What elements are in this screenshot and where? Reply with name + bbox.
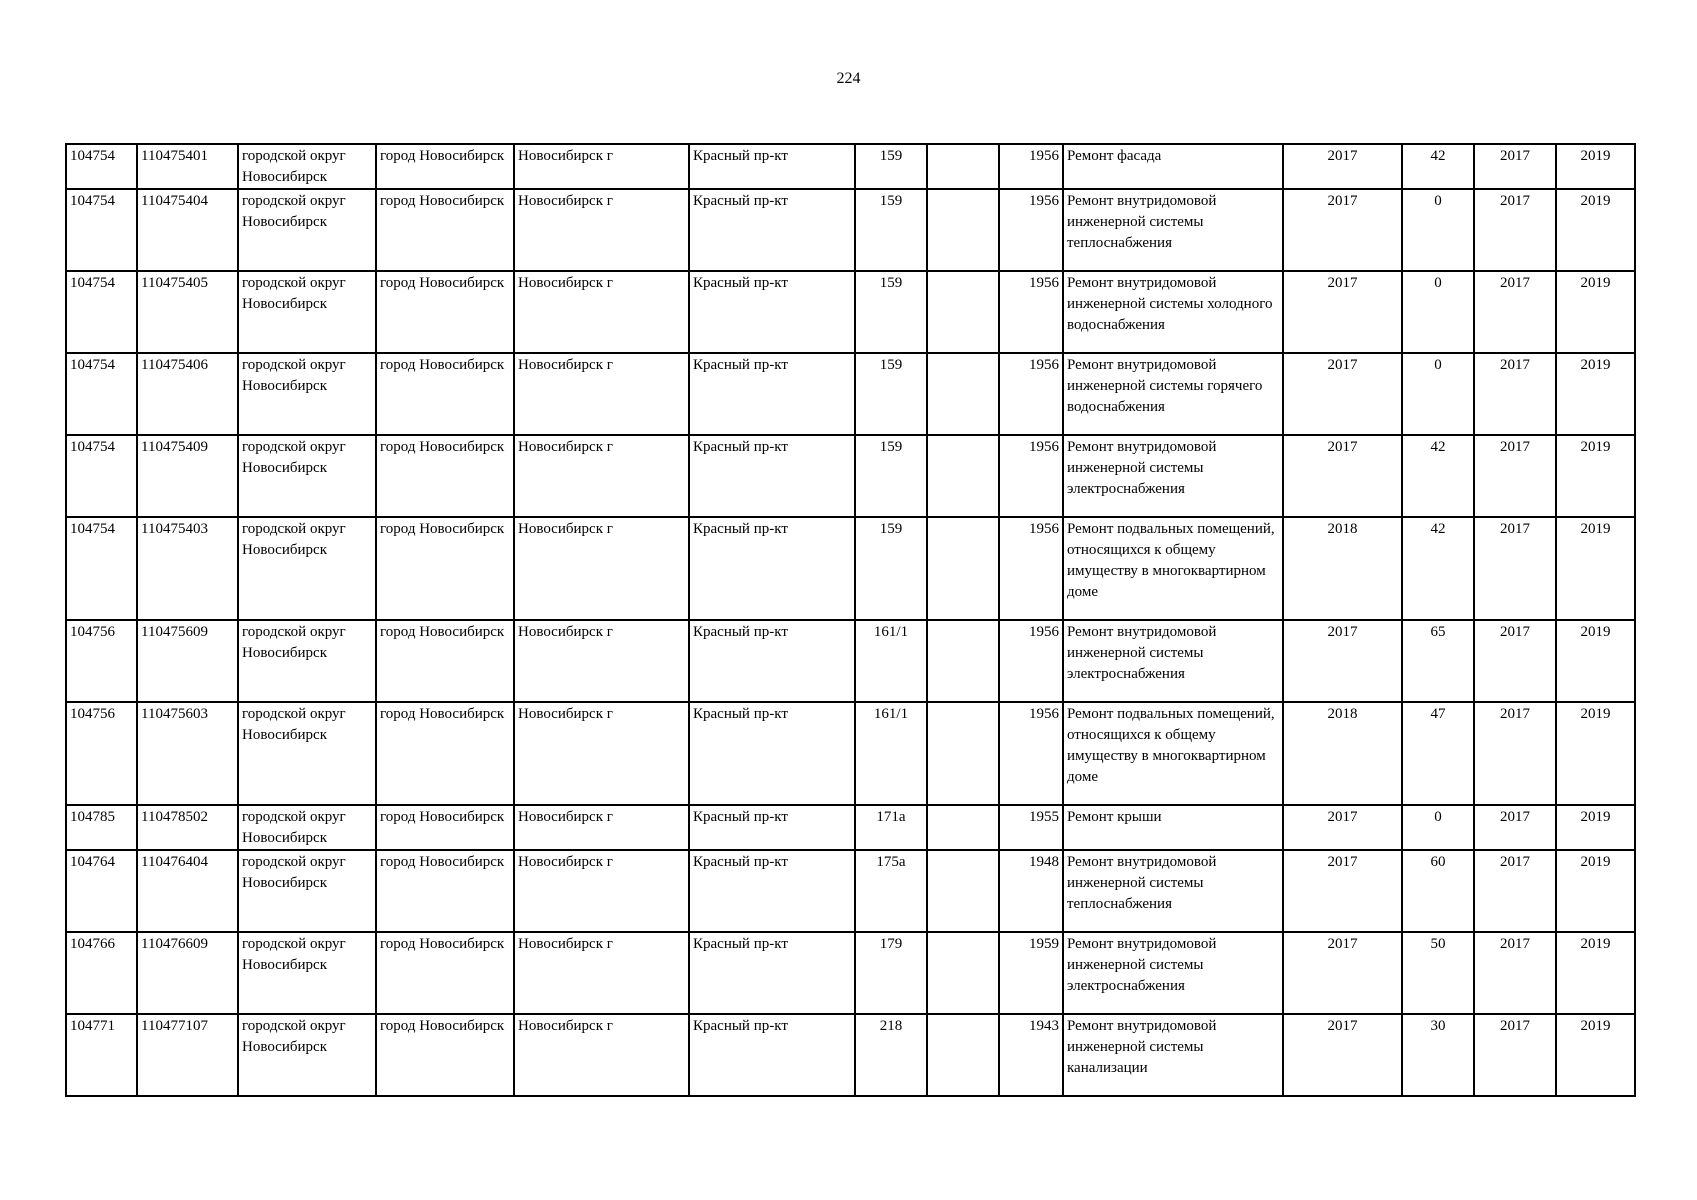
cell-work-type: Ремонт крыши — [1063, 805, 1283, 850]
cell-house-number: 159 — [855, 517, 927, 620]
cell-settlement: Новосибирск г — [514, 517, 689, 620]
cell-period-end: 2019 — [1556, 620, 1635, 702]
cell-wear-percent: 50 — [1402, 932, 1474, 1014]
cell-street: Красный пр-кт — [689, 435, 855, 517]
cell-settlement: Новосибирск г — [514, 850, 689, 932]
cell-settlement: Новосибирск г — [514, 702, 689, 805]
cell-settlement: Новосибирск г — [514, 353, 689, 435]
cell-house-id: 104771 — [66, 1014, 137, 1096]
cell-municipality: город Новосибирск — [376, 702, 514, 805]
cell-building — [927, 189, 999, 271]
cell-street: Красный пр-кт — [689, 271, 855, 353]
repair-registry-table — [65, 143, 1636, 1097]
cell-period-end: 2019 — [1556, 850, 1635, 932]
cell-house-id: 104754 — [66, 144, 137, 189]
cell-building — [927, 353, 999, 435]
table-row — [66, 1014, 1635, 1096]
cell-plan-year: 2018 — [1283, 517, 1402, 620]
cell-year-built: 1956 — [999, 144, 1063, 189]
cell-plan-year: 2017 — [1283, 850, 1402, 932]
cell-district: городской округ Новосибирск — [238, 1014, 376, 1096]
cell-period-end: 2019 — [1556, 805, 1635, 850]
cell-wear-percent: 0 — [1402, 271, 1474, 353]
cell-period-end: 2019 — [1556, 932, 1635, 1014]
table-row — [66, 932, 1635, 1014]
cell-year-built: 1956 — [999, 271, 1063, 353]
cell-district: городской округ Новосибирск — [238, 850, 376, 932]
cell-plan-year: 2017 — [1283, 1014, 1402, 1096]
cell-municipality: город Новосибирск — [376, 353, 514, 435]
cell-work-type: Ремонт подвальных помещений, относящихся к общему имуществу в многоквартирном доме — [1063, 517, 1283, 620]
cell-year-built: 1956 — [999, 189, 1063, 271]
cell-house-id: 104785 — [66, 805, 137, 850]
cell-district: городской округ Новосибирск — [238, 189, 376, 271]
cell-plan-year: 2017 — [1283, 353, 1402, 435]
cell-street: Красный пр-кт — [689, 353, 855, 435]
cell-street: Красный пр-кт — [689, 805, 855, 850]
cell-plan-year: 2017 — [1283, 932, 1402, 1014]
cell-work-type: Ремонт внутридомовой инженерной системы теплоснабжения — [1063, 189, 1283, 271]
cell-municipality: город Новосибирск — [376, 435, 514, 517]
cell-period-start: 2017 — [1474, 932, 1556, 1014]
table-row — [66, 702, 1635, 805]
cell-record-id: 110475603 — [137, 702, 238, 805]
table-body — [66, 144, 1635, 1096]
table-row — [66, 805, 1635, 850]
cell-work-type: Ремонт внутридомовой инженерной системы электроснабжения — [1063, 620, 1283, 702]
cell-house-number: 171а — [855, 805, 927, 850]
cell-work-type: Ремонт внутридомовой инженерной системы горячего водоснабжения — [1063, 353, 1283, 435]
cell-street: Красный пр-кт — [689, 189, 855, 271]
cell-district: городской округ Новосибирск — [238, 932, 376, 1014]
cell-year-built: 1956 — [999, 353, 1063, 435]
cell-wear-percent: 30 — [1402, 1014, 1474, 1096]
cell-house-number: 161/1 — [855, 620, 927, 702]
cell-street: Красный пр-кт — [689, 144, 855, 189]
cell-street: Красный пр-кт — [689, 1014, 855, 1096]
cell-settlement: Новосибирск г — [514, 620, 689, 702]
cell-settlement: Новосибирск г — [514, 271, 689, 353]
cell-record-id: 110476609 — [137, 932, 238, 1014]
cell-record-id: 110475404 — [137, 189, 238, 271]
cell-house-number: 175а — [855, 850, 927, 932]
cell-period-start: 2017 — [1474, 1014, 1556, 1096]
cell-period-end: 2019 — [1556, 1014, 1635, 1096]
cell-period-end: 2019 — [1556, 144, 1635, 189]
table-row — [66, 271, 1635, 353]
cell-settlement: Новосибирск г — [514, 435, 689, 517]
table-row — [66, 435, 1635, 517]
cell-plan-year: 2017 — [1283, 144, 1402, 189]
cell-municipality: город Новосибирск — [376, 932, 514, 1014]
cell-plan-year: 2017 — [1283, 805, 1402, 850]
table-row — [66, 620, 1635, 702]
cell-house-id: 104766 — [66, 932, 137, 1014]
cell-settlement: Новосибирск г — [514, 932, 689, 1014]
cell-record-id: 110475401 — [137, 144, 238, 189]
cell-year-built: 1956 — [999, 435, 1063, 517]
cell-building — [927, 271, 999, 353]
cell-wear-percent: 0 — [1402, 805, 1474, 850]
cell-municipality: город Новосибирск — [376, 517, 514, 620]
cell-municipality: город Новосибирск — [376, 189, 514, 271]
cell-work-type: Ремонт внутридомовой инженерной системы электроснабжения — [1063, 932, 1283, 1014]
cell-plan-year: 2018 — [1283, 702, 1402, 805]
cell-building — [927, 144, 999, 189]
cell-period-end: 2019 — [1556, 702, 1635, 805]
cell-settlement: Новосибирск г — [514, 144, 689, 189]
cell-record-id: 110475405 — [137, 271, 238, 353]
table-row — [66, 144, 1635, 189]
cell-district: городской округ Новосибирск — [238, 271, 376, 353]
cell-house-number: 159 — [855, 271, 927, 353]
cell-street: Красный пр-кт — [689, 620, 855, 702]
cell-district: городской округ Новосибирск — [238, 353, 376, 435]
cell-period-end: 2019 — [1556, 435, 1635, 517]
cell-record-id: 110476404 — [137, 850, 238, 932]
cell-municipality: город Новосибирск — [376, 1014, 514, 1096]
cell-house-number: 159 — [855, 144, 927, 189]
cell-wear-percent: 42 — [1402, 435, 1474, 517]
cell-wear-percent: 42 — [1402, 517, 1474, 620]
cell-street: Красный пр-кт — [689, 517, 855, 620]
table-row — [66, 850, 1635, 932]
cell-municipality: город Новосибирск — [376, 144, 514, 189]
cell-building — [927, 435, 999, 517]
cell-wear-percent: 0 — [1402, 353, 1474, 435]
cell-building — [927, 702, 999, 805]
cell-street: Красный пр-кт — [689, 932, 855, 1014]
cell-period-start: 2017 — [1474, 702, 1556, 805]
cell-house-id: 104754 — [66, 189, 137, 271]
cell-municipality: город Новосибирск — [376, 805, 514, 850]
cell-municipality: город Новосибирск — [376, 850, 514, 932]
cell-period-start: 2017 — [1474, 435, 1556, 517]
cell-year-built: 1959 — [999, 932, 1063, 1014]
cell-period-end: 2019 — [1556, 517, 1635, 620]
cell-district: городской округ Новосибирск — [238, 144, 376, 189]
cell-work-type: Ремонт внутридомовой инженерной системы канализации — [1063, 1014, 1283, 1096]
cell-year-built: 1955 — [999, 805, 1063, 850]
cell-record-id: 110475403 — [137, 517, 238, 620]
cell-year-built: 1943 — [999, 1014, 1063, 1096]
cell-wear-percent: 60 — [1402, 850, 1474, 932]
cell-period-start: 2017 — [1474, 189, 1556, 271]
cell-house-id: 104756 — [66, 620, 137, 702]
cell-work-type: Ремонт внутридомовой инженерной системы холодного водоснабжения — [1063, 271, 1283, 353]
cell-building — [927, 932, 999, 1014]
cell-municipality: город Новосибирск — [376, 620, 514, 702]
cell-district: городской округ Новосибирск — [238, 435, 376, 517]
table-row — [66, 189, 1635, 271]
cell-district: городской округ Новосибирск — [238, 620, 376, 702]
cell-work-type: Ремонт внутридомовой инженерной системы электроснабжения — [1063, 435, 1283, 517]
table-row — [66, 353, 1635, 435]
cell-house-number: 159 — [855, 353, 927, 435]
cell-period-end: 2019 — [1556, 353, 1635, 435]
cell-street: Красный пр-кт — [689, 702, 855, 805]
cell-district: городской округ Новосибирск — [238, 805, 376, 850]
cell-wear-percent: 42 — [1402, 144, 1474, 189]
cell-wear-percent: 0 — [1402, 189, 1474, 271]
cell-house-id: 104754 — [66, 435, 137, 517]
cell-settlement: Новосибирск г — [514, 1014, 689, 1096]
cell-house-id: 104764 — [66, 850, 137, 932]
cell-building — [927, 517, 999, 620]
cell-work-type: Ремонт внутридомовой инженерной системы теплоснабжения — [1063, 850, 1283, 932]
cell-building — [927, 805, 999, 850]
cell-house-number: 179 — [855, 932, 927, 1014]
cell-house-number: 218 — [855, 1014, 927, 1096]
cell-settlement: Новосибирск г — [514, 189, 689, 271]
cell-period-end: 2019 — [1556, 189, 1635, 271]
cell-record-id: 110475409 — [137, 435, 238, 517]
cell-street: Красный пр-кт — [689, 850, 855, 932]
cell-house-id: 104754 — [66, 517, 137, 620]
cell-district: городской округ Новосибирск — [238, 517, 376, 620]
cell-district: городской округ Новосибирск — [238, 702, 376, 805]
cell-wear-percent: 47 — [1402, 702, 1474, 805]
cell-record-id: 110478502 — [137, 805, 238, 850]
cell-plan-year: 2017 — [1283, 189, 1402, 271]
cell-work-type: Ремонт подвальных помещений, относящихся к общему имуществу в многоквартирном доме — [1063, 702, 1283, 805]
cell-house-number: 161/1 — [855, 702, 927, 805]
cell-period-start: 2017 — [1474, 144, 1556, 189]
cell-record-id: 110477107 — [137, 1014, 238, 1096]
cell-period-start: 2017 — [1474, 850, 1556, 932]
cell-plan-year: 2017 — [1283, 620, 1402, 702]
cell-wear-percent: 65 — [1402, 620, 1474, 702]
cell-record-id: 110475406 — [137, 353, 238, 435]
cell-municipality: город Новосибирск — [376, 271, 514, 353]
cell-plan-year: 2017 — [1283, 271, 1402, 353]
cell-period-start: 2017 — [1474, 620, 1556, 702]
cell-year-built: 1948 — [999, 850, 1063, 932]
cell-house-id: 104754 — [66, 353, 137, 435]
cell-building — [927, 620, 999, 702]
cell-house-id: 104754 — [66, 271, 137, 353]
cell-work-type: Ремонт фасада — [1063, 144, 1283, 189]
cell-building — [927, 1014, 999, 1096]
cell-period-end: 2019 — [1556, 271, 1635, 353]
cell-plan-year: 2017 — [1283, 435, 1402, 517]
cell-year-built: 1956 — [999, 702, 1063, 805]
cell-period-start: 2017 — [1474, 517, 1556, 620]
page-number: 224 — [836, 70, 861, 87]
cell-house-id: 104756 — [66, 702, 137, 805]
cell-house-number: 159 — [855, 189, 927, 271]
cell-year-built: 1956 — [999, 620, 1063, 702]
cell-house-number: 159 — [855, 435, 927, 517]
cell-year-built: 1956 — [999, 517, 1063, 620]
table-row — [66, 517, 1635, 620]
cell-settlement: Новосибирск г — [514, 805, 689, 850]
cell-period-start: 2017 — [1474, 353, 1556, 435]
cell-building — [927, 850, 999, 932]
cell-period-start: 2017 — [1474, 271, 1556, 353]
cell-period-start: 2017 — [1474, 805, 1556, 850]
cell-record-id: 110475609 — [137, 620, 238, 702]
